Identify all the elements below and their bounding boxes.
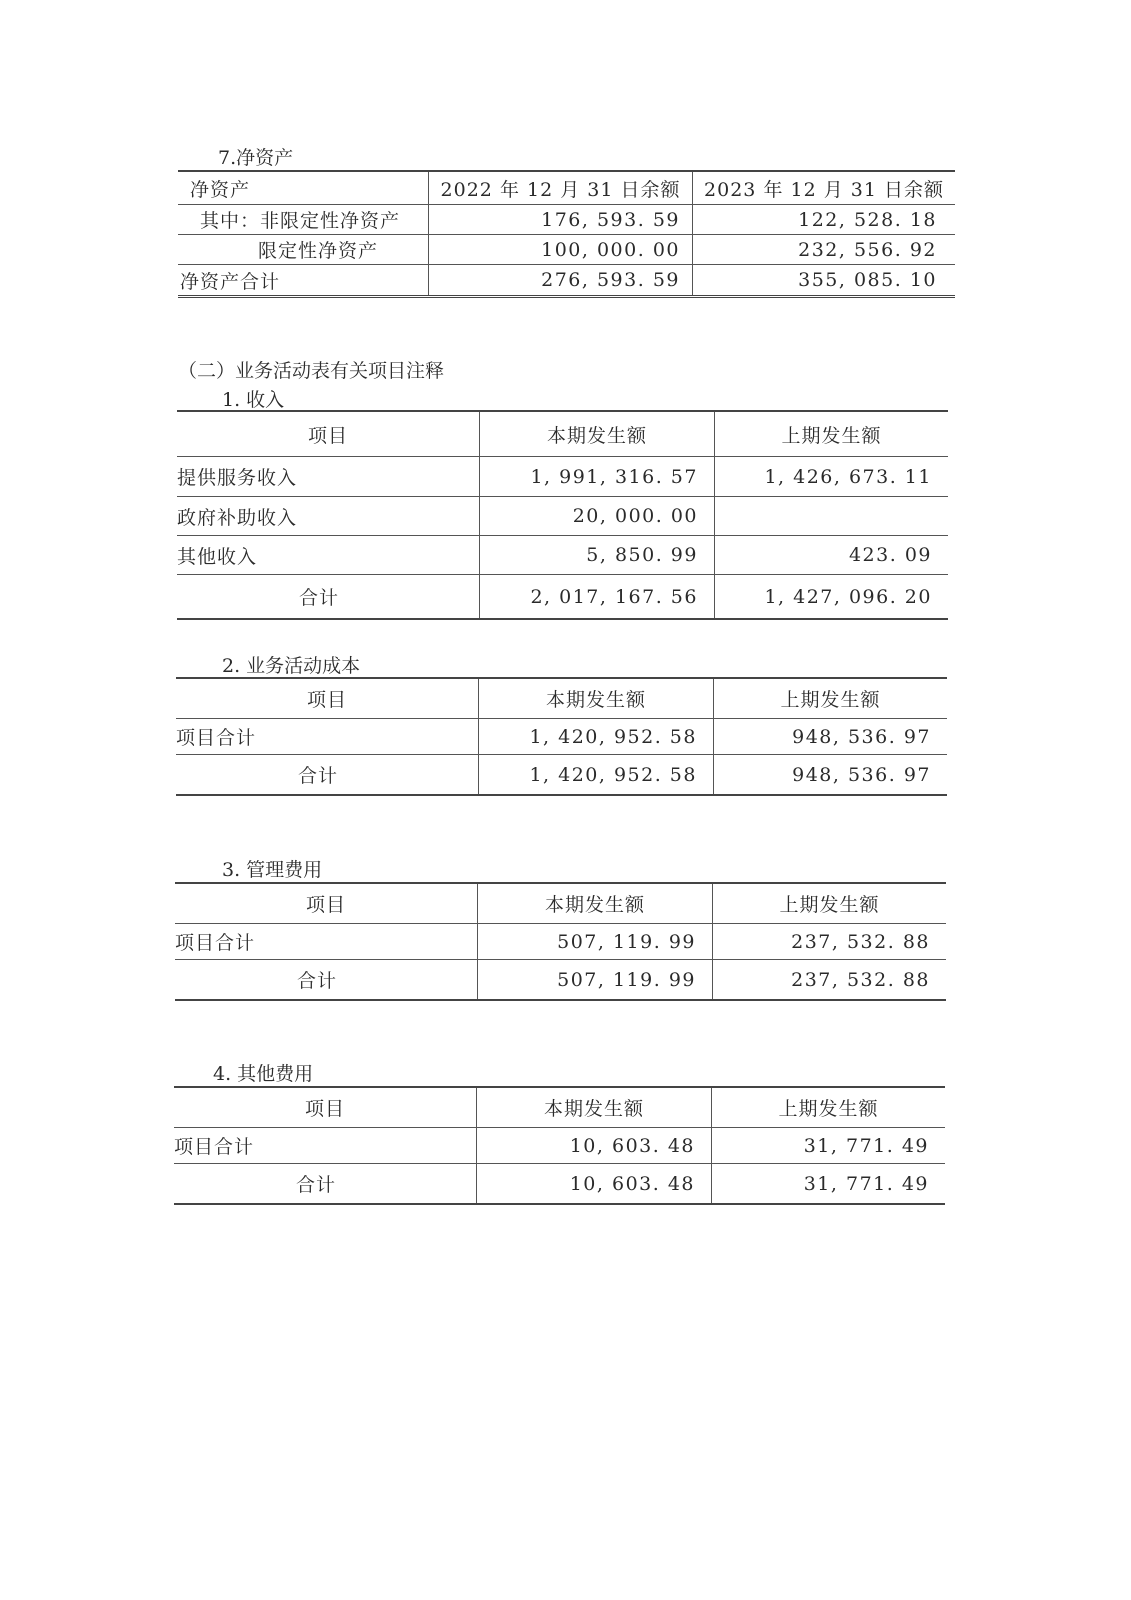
- total-label: 合计: [298, 765, 339, 787]
- value-cell: 2, 017, 167. 56: [479, 575, 714, 618]
- value-cell: 237, 532. 88: [712, 924, 946, 959]
- activity-cost-heading: 2. 业务活动成本: [222, 655, 361, 677]
- section-heading: （二）业务活动表有关项目注释: [178, 360, 445, 382]
- header-cell: 上期发生额: [711, 1088, 945, 1127]
- header-cell: 2022 年 12 月 31 日余额: [428, 172, 692, 204]
- income-table: [177, 410, 948, 620]
- value-cell: 948, 536. 97: [713, 719, 947, 754]
- other-expense-heading: 4. 其他费用: [213, 1063, 314, 1085]
- header-cell: 2023 年 12 月 31 日余额: [692, 172, 955, 204]
- header-cell: 项目: [304, 1098, 345, 1120]
- header-cell: 本期发生额: [477, 884, 712, 923]
- net-assets-heading: 7.净资产: [218, 147, 294, 169]
- table-total-row: [176, 755, 947, 794]
- value-cell: 276, 593. 59: [428, 265, 692, 295]
- table-header-row: [177, 412, 948, 457]
- header-cell: 本期发生额: [476, 1088, 711, 1127]
- table-header-row: [178, 172, 955, 205]
- table-row: [177, 457, 948, 497]
- row-label: 项目合计: [175, 932, 256, 954]
- value-cell: 423. 09: [714, 536, 948, 574]
- table-row: [177, 536, 948, 575]
- other-expense-table: [174, 1086, 945, 1205]
- value-cell: 1, 420, 952. 58: [478, 755, 713, 794]
- row-label: 其中：非限定性净资产: [200, 210, 401, 232]
- header-cell: 上期发生额: [713, 679, 947, 718]
- table-header-row: [176, 679, 947, 719]
- header-cell: 上期发生额: [714, 412, 948, 456]
- value-cell: 232, 556. 92: [692, 235, 955, 264]
- admin-expense-table: [175, 882, 946, 1001]
- table-row: [175, 924, 946, 960]
- value-cell: 20, 000. 00: [479, 497, 714, 535]
- table-header-row: [175, 884, 946, 924]
- value-cell: 31, 771. 49: [711, 1128, 945, 1163]
- activity-cost-table: [176, 677, 947, 796]
- table-total-row: [177, 575, 948, 618]
- net-assets-table: [178, 170, 955, 298]
- value-cell: 507, 119. 99: [477, 960, 712, 999]
- row-label: 净资产合计: [180, 270, 281, 293]
- table-row: [177, 497, 948, 536]
- table-row: [178, 205, 955, 235]
- value-cell: 5, 850. 99: [479, 536, 714, 574]
- header-cell: 项目: [306, 689, 347, 711]
- total-label: 合计: [296, 1174, 337, 1196]
- value-cell: 176, 593. 59: [428, 205, 692, 234]
- header-cell: 本期发生额: [479, 412, 714, 456]
- row-label: 提供服务收入: [177, 467, 298, 489]
- row-label: 政府补助收入: [177, 506, 298, 529]
- table-row: [178, 235, 955, 265]
- table-row: [178, 265, 955, 295]
- header-cell: 项目: [307, 424, 348, 447]
- header-cell: 上期发生额: [712, 884, 946, 923]
- value-cell: 1, 420, 952. 58: [478, 719, 713, 754]
- value-cell: 1, 991, 316. 57: [479, 457, 714, 496]
- value-cell: 122, 528. 18: [692, 205, 955, 234]
- header-cell: 项目: [305, 894, 346, 916]
- table-header-row: [174, 1088, 945, 1128]
- total-label: 合计: [297, 970, 338, 992]
- value-cell: 1, 427, 096. 20: [714, 575, 948, 618]
- value-cell: 10, 603. 48: [476, 1164, 711, 1203]
- table-row: [176, 719, 947, 755]
- value-cell: 100, 000. 00: [428, 235, 692, 264]
- table-total-row: [174, 1164, 945, 1203]
- value-cell: 948, 536. 97: [713, 755, 947, 794]
- total-label: 合计: [299, 587, 340, 609]
- value-cell: 10, 603. 48: [476, 1128, 711, 1163]
- row-label: 其他收入: [177, 545, 258, 568]
- row-label: 限定性净资产: [258, 240, 379, 262]
- value-cell: 507, 119. 99: [477, 924, 712, 959]
- table-total-row: [175, 960, 946, 999]
- admin-expense-heading: 3. 管理费用: [222, 859, 323, 881]
- value-cell: 1, 426, 673. 11: [714, 457, 948, 496]
- header-cell: 净资产: [190, 178, 251, 201]
- income-heading: 1. 收入: [222, 389, 285, 411]
- row-label: 项目合计: [176, 727, 257, 749]
- value-cell: 237, 532. 88: [712, 960, 946, 999]
- value-cell: 355, 085. 10: [692, 265, 955, 295]
- value-cell: [714, 497, 948, 535]
- row-label: 项目合计: [174, 1136, 255, 1158]
- value-cell: 31, 771. 49: [711, 1164, 945, 1203]
- header-cell: 本期发生额: [478, 679, 713, 718]
- table-row: [174, 1128, 945, 1164]
